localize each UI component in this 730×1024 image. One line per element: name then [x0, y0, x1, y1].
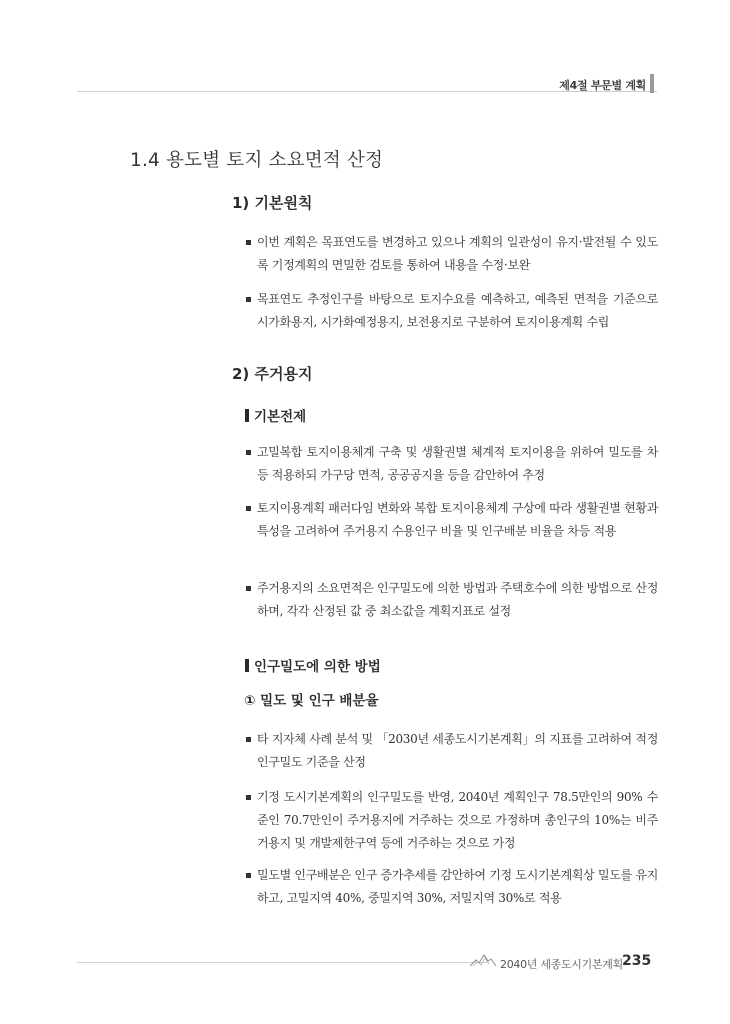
bullet-text: 목표연도 추정인구를 바탕으로 토지수요를 예측하고, 예측된 면적을 기준으로 시가화용지, 시가화예정용지, 보전용지로 구분하여 토지이용계획 수립 [257, 292, 658, 329]
page-number: 235 [622, 953, 652, 969]
running-header: 제4절 부문별 계획 [559, 79, 646, 92]
bullet-icon [246, 737, 251, 742]
mountain-logo-icon [470, 953, 496, 967]
heading-density-distribution: ① 밀도 및 인구 배분율 [244, 693, 379, 709]
heading-premise [245, 405, 306, 425]
bullet-icon [246, 795, 251, 800]
bullet-icon [246, 873, 251, 878]
heading-premise-label: 기본전제 [254, 409, 307, 425]
list-item [246, 497, 658, 543]
heading-density-method-label: 인구밀도에 의한 방법 [254, 659, 381, 675]
heading-bar-icon [245, 409, 249, 422]
list-item [246, 231, 658, 277]
bullet-text: 주거용지의 소요면적은 인구밀도에 의한 방법과 주택호수에 의한 방법으로 산정하며, 각각 산정된 값 중 최소값을 계획지표로 설정 [257, 581, 658, 618]
bullet-icon [246, 586, 251, 591]
bullet-icon [246, 240, 251, 245]
list-item [246, 786, 658, 855]
list-item [246, 864, 658, 910]
bullet-text: 밀도별 인구배분은 인구 증가추세를 감안하여 기정 도시기본계획상 밀도를 유지하고, 고밀지역 40%, 중밀지역 30%, 저밀지역 30%로 적용 [257, 868, 658, 905]
bullet-icon [246, 506, 251, 511]
heading-bar-icon [245, 659, 249, 672]
heading-density-method [245, 655, 381, 675]
subsection-title-residential: 2) 주거용지 [232, 365, 313, 383]
list-item [246, 441, 658, 487]
bullet-icon [246, 450, 251, 455]
list-item [246, 577, 658, 623]
list-item [246, 728, 658, 774]
list-item [246, 288, 658, 334]
bullet-text: 타 지자체 사례 분석 및 「2030년 세종도시기본계획」의 지표를 고려하여 적정 인구밀도 기준을 산정 [257, 732, 658, 769]
header-bar-mark [650, 74, 654, 93]
footer-rule [77, 962, 487, 963]
bullet-text: 이번 계획은 목표연도를 변경하고 있으나 계획의 일관성이 유지·발전될 수 있도록 기정계획의 면밀한 검토를 통하여 내용을 수정·보완 [257, 235, 658, 272]
bullet-text: 토지이용계획 패러다임 변화와 복합 토지이용체계 구상에 따라 생활권별 현황과 특성을 고려하여 주거용지 수용인구 비율 및 인구배분 비율을 차등 적용 [257, 501, 658, 538]
bullet-icon [246, 297, 251, 302]
bullet-text: 고밀복합 토지이용체계 구축 및 생활권별 체계적 토지이용을 위하여 밀도를 차등 적용하되 가구당 면적, 공공공지율 등을 감안하여 추정 [257, 445, 658, 482]
section-title: 1.4 용도별 토지 소요면적 산정 [130, 150, 384, 171]
subsection-title-principles: 1) 기본원칙 [232, 194, 313, 212]
footer-doc-title: 2040년 세종도시기본계획 [500, 958, 623, 971]
bullet-text: 기정 도시기본계획의 인구밀도를 반영, 2040년 계획인구 78.5만인의 90% 수준인 70.7만인이 주거용지에 거주하는 것으로 가정하며 총인구의 10%는 비주거용지 및 개발제한구역 등에 거주하는 것으로 가정 [257, 790, 658, 850]
